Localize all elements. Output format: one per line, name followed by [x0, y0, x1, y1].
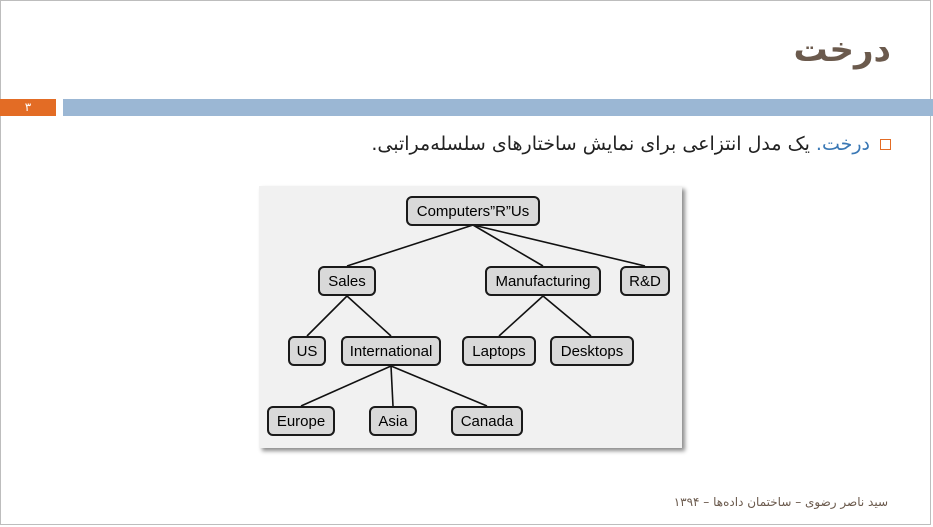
- node-us: US: [288, 336, 326, 366]
- header-bar: [63, 99, 933, 116]
- edge-sales-international: [347, 296, 391, 336]
- node-rnd: R&D: [620, 266, 670, 296]
- edge-manufacturing-laptops: [499, 296, 543, 336]
- square-bullet-icon: [880, 139, 891, 150]
- edge-international-europe: [301, 366, 391, 406]
- node-canada: Canada: [451, 406, 523, 436]
- edge-root-manufacturing: [473, 225, 543, 266]
- bullet-item: [371, 133, 891, 155]
- bullet-description: یک مدل انتزاعی برای نمایش ساختارهای سلسله‌مراتبی.: [371, 133, 816, 155]
- edge-root-rnd: [473, 225, 645, 266]
- slide-title: درخت: [793, 30, 891, 70]
- node-international: International: [341, 336, 441, 366]
- node-root: Computers”R”Us: [406, 196, 540, 226]
- node-asia: Asia: [369, 406, 417, 436]
- bullet-text: [371, 133, 870, 155]
- node-europe: Europe: [267, 406, 335, 436]
- edge-manufacturing-desktops: [543, 296, 591, 336]
- slide-footer: سید ناصر رضوی – ساختمان داده‌ها – ۱۳۹۴: [673, 495, 888, 509]
- node-desktops: Desktops: [550, 336, 634, 366]
- node-sales: Sales: [318, 266, 376, 296]
- tree-diagram: [259, 186, 682, 448]
- node-manufacturing: Manufacturing: [485, 266, 601, 296]
- node-laptops: Laptops: [462, 336, 536, 366]
- edge-root-sales: [347, 225, 473, 266]
- edge-sales-us: [307, 296, 347, 336]
- bullet-term: درخت.: [815, 133, 870, 155]
- edge-international-asia: [391, 366, 393, 406]
- slide-number: ۳: [0, 99, 56, 116]
- edge-international-canada: [391, 366, 487, 406]
